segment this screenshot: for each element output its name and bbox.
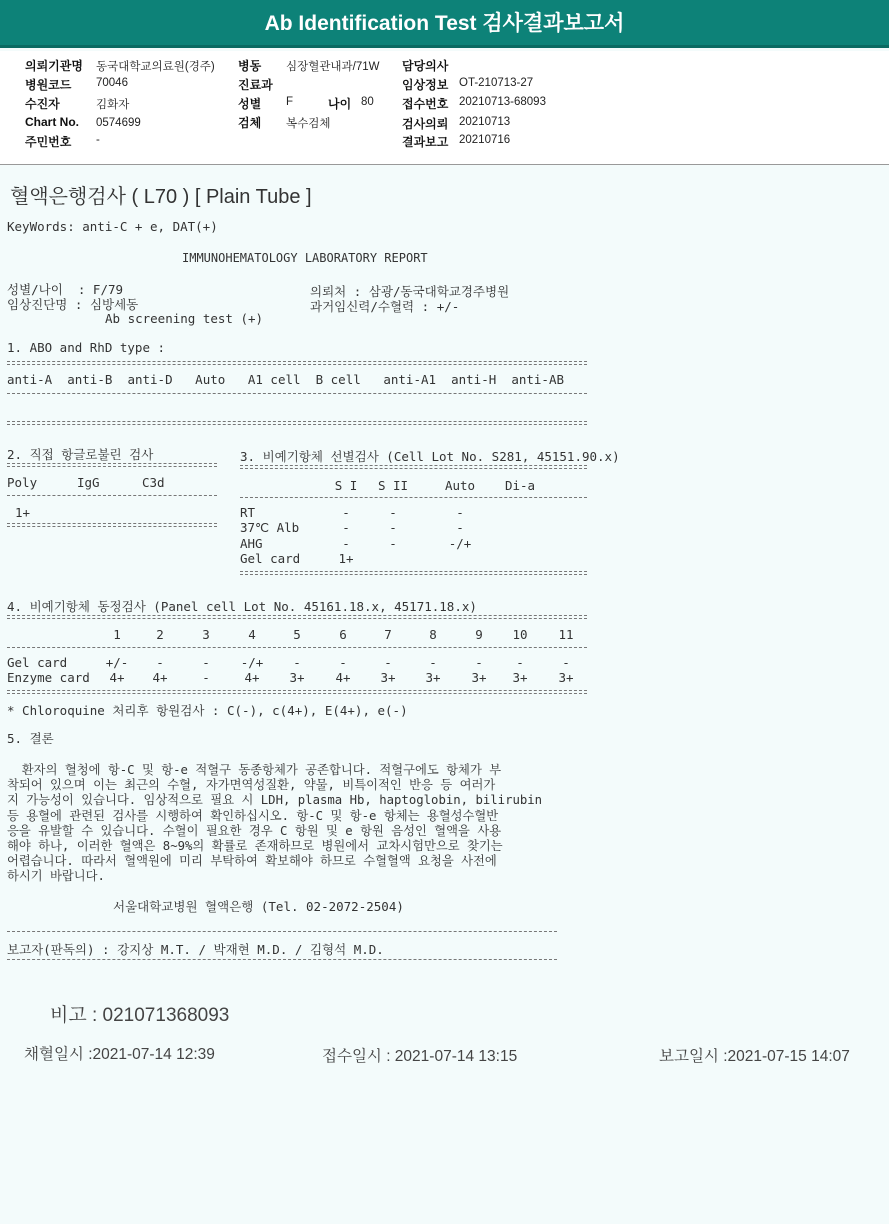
panel-col-header: 7 — [384, 627, 392, 642]
patient-info-header — [0, 51, 889, 165]
panel-cell: - — [202, 670, 210, 685]
conclusion-line: 환자의 혈청에 항-C 및 항-e 적혈구 동종항체가 공존합니다. 적혈구에도 항체가 부 — [7, 763, 502, 777]
divider — [7, 615, 587, 619]
report-date-value: 20210716 — [459, 134, 511, 146]
panel-cell: +/- — [105, 655, 129, 670]
clinical-diagnosis: 임상진단명 : 심방세동 — [7, 297, 139, 312]
screening-cell: - — [342, 536, 350, 551]
section2-title: 2. 직접 항글로불린 검사 — [7, 447, 154, 462]
panel-cell: 4+ — [335, 670, 351, 685]
screening-cell: - — [456, 505, 464, 520]
institution-label: 의뢰기관명 — [25, 59, 83, 73]
abo-col-auto: Auto — [195, 372, 226, 387]
age-label: 나이 — [328, 97, 352, 111]
abo-col-anti-d: anti-D — [127, 372, 173, 387]
panel-col-header: 2 — [156, 627, 164, 642]
chart-no-value: 0574699 — [96, 117, 141, 129]
ward-value: 심장혈관내과/71W — [286, 61, 380, 73]
divider — [240, 571, 587, 575]
panel-col-header: 6 — [339, 627, 347, 642]
dat-poly-value: 1+ — [15, 505, 31, 520]
screening-cell: 1+ — [338, 551, 354, 566]
hospital-code-value: 70046 — [96, 77, 128, 89]
recipient-label: 수진자 — [25, 97, 60, 111]
report-date-label: 결과보고 — [402, 135, 449, 149]
keywords: KeyWords: anti-C + e, DAT(+) — [7, 219, 218, 234]
sex-age: 성별/나이 : F/79 — [7, 282, 124, 297]
clinical-info-label: 임상정보 — [402, 78, 449, 92]
specimen-label: 검체 — [238, 116, 262, 130]
collected-datetime: 채혈일시 :2021-07-14 12:39 — [24, 1046, 215, 1063]
panel-col-header: 5 — [293, 627, 301, 642]
ward-label: 병동 — [238, 59, 262, 73]
receipt-no-label: 접수번호 — [402, 97, 449, 111]
screening-col-header: Auto — [444, 478, 476, 493]
divider — [7, 421, 587, 425]
panel-col-header: 4 — [248, 627, 256, 642]
dat-col-igg: IgG — [77, 475, 100, 490]
divider — [7, 361, 587, 365]
screening-cell: - — [389, 505, 397, 520]
divider — [7, 495, 217, 496]
report-subtitle: IMMUNOHEMATOLOGY LABORATORY REPORT — [182, 251, 428, 265]
reported-datetime: 보고일시 :2021-07-15 14:07 — [659, 1048, 850, 1065]
panel-cell: - — [202, 655, 210, 670]
dept-label: 진료과 — [238, 78, 273, 92]
institution-value: 동국대학교의료원(경주) — [96, 61, 215, 73]
lab-contact: 서울대학교병원 혈액은행 (Tel. 02-2072-2504) — [113, 899, 404, 914]
hospital-code-label: 병원코드 — [25, 78, 72, 92]
conclusion-line: 착되어 있으며 이는 최근의 수혈, 자가면역성질환, 약물, 비특이적인 반응 등 여러가 — [7, 778, 496, 793]
screening-cell: - — [456, 520, 464, 535]
panel-cell: -/+ — [240, 655, 264, 670]
panel-col-header: 9 — [475, 627, 483, 642]
panel-col-header: 10 — [512, 627, 528, 642]
screening-col-header: Di-a — [504, 478, 536, 493]
panel-cell: - — [562, 655, 570, 670]
age-value: 80 — [361, 96, 374, 108]
divider — [7, 463, 217, 467]
panel-cell: 3+ — [289, 670, 305, 685]
recipient-value: 김화자 — [96, 99, 130, 111]
abo-col-anti-a: anti-A — [7, 372, 53, 387]
section4-title: 4. 비예기항체 동정검사 (Panel cell Lot No. 45161.18.x, 45171.18.x) — [7, 599, 477, 614]
panel-cell: 4+ — [244, 670, 260, 685]
panel-cell: 3+ — [425, 670, 441, 685]
divider — [7, 393, 587, 394]
footer-note: 비고 : 021071368093 — [50, 1005, 230, 1026]
panel-row-label: Gel card — [7, 655, 68, 670]
divider — [7, 647, 587, 648]
divider — [7, 931, 557, 932]
panel-cell: - — [339, 655, 347, 670]
divider — [240, 465, 587, 469]
request-date-value: 20210713 — [459, 116, 511, 128]
resident-no-label: 주민번호 — [25, 135, 72, 149]
panel-cell: - — [516, 655, 524, 670]
screening-row-label: AHG — [240, 536, 263, 551]
divider — [7, 690, 587, 694]
conclusion-line: 등 용혈에 관련된 검사를 시행하여 확인하십시오. 항-C 및 항-e 항체는 용혈성수혈반 — [7, 808, 499, 823]
panel-cell: 4+ — [152, 670, 168, 685]
panel-cell: 3+ — [471, 670, 487, 685]
abo-col-anti-ab: anti-AB — [511, 372, 564, 387]
requester: 의뢰처 : 삼광/동국대학교경주병원 — [310, 284, 510, 299]
abo-col-b-cell: B cell — [315, 372, 361, 387]
reporter: 보고자(판독의) : 강지상 M.T. / 박재현 M.D. / 김형석 M.D. — [7, 942, 384, 957]
dat-col-poly: Poly — [7, 475, 38, 490]
report-title: Ab Identification Test 검사결과보고서 — [264, 12, 625, 35]
screening-cell: - — [389, 520, 397, 535]
screening-col-header: S I — [334, 478, 358, 493]
screening-cell: - — [342, 520, 350, 535]
panel-col-header: 8 — [429, 627, 437, 642]
divider — [7, 523, 217, 527]
divider — [240, 497, 587, 498]
screening-row-label: Gel card — [240, 551, 301, 566]
clinical-info-value: OT-210713-27 — [459, 77, 534, 89]
screening-result: Ab screening test (+) — [105, 311, 264, 326]
panel-cell: 3+ — [558, 670, 574, 685]
sex-label: 성별 — [238, 97, 262, 111]
panel-cell: 3+ — [512, 670, 528, 685]
conclusion-line: 지 가능성이 있습니다. 임상적으로 필요 시 LDH, plasma Hb, haptoglobin, bilirubin — [7, 793, 543, 808]
chloroquine-note: * Chloroquine 처리후 항원검사 : C(-), c(4+), E(4+), e(-) — [7, 703, 408, 718]
conclusion-line: 응을 유발할 수 있습니다. 수혈이 필요한 경우 C 항원 및 e 항원 음성인 혈액을 사용 — [7, 823, 502, 838]
panel-cell: - — [475, 655, 483, 670]
screening-col-header: S II — [377, 478, 409, 493]
doctor-label: 담당의사 — [402, 59, 449, 73]
screening-row-label: 37℃ Alb — [240, 520, 300, 535]
resident-no-value: - — [96, 134, 100, 146]
divider — [7, 959, 557, 960]
panel-cell: 4+ — [109, 670, 125, 685]
received-datetime: 접수일시 : 2021-07-14 13:15 — [322, 1048, 518, 1065]
report-title-bar — [0, 0, 889, 48]
abo-col-anti-h: anti-H — [451, 372, 497, 387]
screening-row-label: RT — [240, 505, 256, 520]
conclusion-line: 해야 하나, 이러한 혈액은 8~9%의 확률로 존재하므로 병원에서 교차시험만으로 찾기는 — [7, 839, 503, 853]
request-date-label: 검사의뢰 — [402, 117, 449, 131]
section5-title: 5. 결론 — [7, 731, 54, 746]
section1-title: 1. ABO and RhD type : — [7, 340, 166, 355]
panel-col-header: 1 — [113, 627, 121, 642]
specimen-value: 복수검체 — [286, 118, 331, 130]
dat-col-c3d: C3d — [142, 475, 165, 490]
panel-cell: - — [429, 655, 437, 670]
abo-col-a1-cell: A1 cell — [247, 372, 301, 387]
receipt-no-value: 20210713-68093 — [459, 96, 546, 108]
chart-no-label: Chart No. — [25, 115, 79, 129]
screening-cell: - — [342, 505, 350, 520]
abo-col-anti-b: anti-B — [67, 372, 113, 387]
abo-col-anti-a1: anti-A1 — [383, 372, 437, 387]
conclusion-line: 하시기 바랍니다. — [7, 869, 105, 884]
sex-value: F — [286, 96, 294, 108]
panel-col-header: 11 — [558, 627, 574, 642]
panel-cell: - — [384, 655, 392, 670]
transfusion-history: 과거임신력/수혈력 : +/- — [310, 299, 460, 314]
panel-col-header: 3 — [202, 627, 210, 642]
panel-cell: - — [156, 655, 164, 670]
abo-header-row — [7, 372, 564, 387]
panel-cell: 3+ — [380, 670, 396, 685]
section3-title: 3. 비예기항체 선별검사 (Cell Lot No. S281, 45151.90.x) — [240, 449, 620, 464]
panel-cell: - — [293, 655, 301, 670]
panel-row-label: Enzyme card — [7, 670, 90, 685]
test-title: 혈액은행검사 ( L70 ) [ Plain Tube ] — [10, 186, 312, 208]
conclusion-line: 어렵습니다. 따라서 혈액원에 미리 부탁하여 확보해야 하므로 수혈혈액 요청을 사전에 — [7, 854, 497, 869]
screening-cell: - — [389, 536, 397, 551]
screening-cell: -/+ — [448, 536, 472, 551]
